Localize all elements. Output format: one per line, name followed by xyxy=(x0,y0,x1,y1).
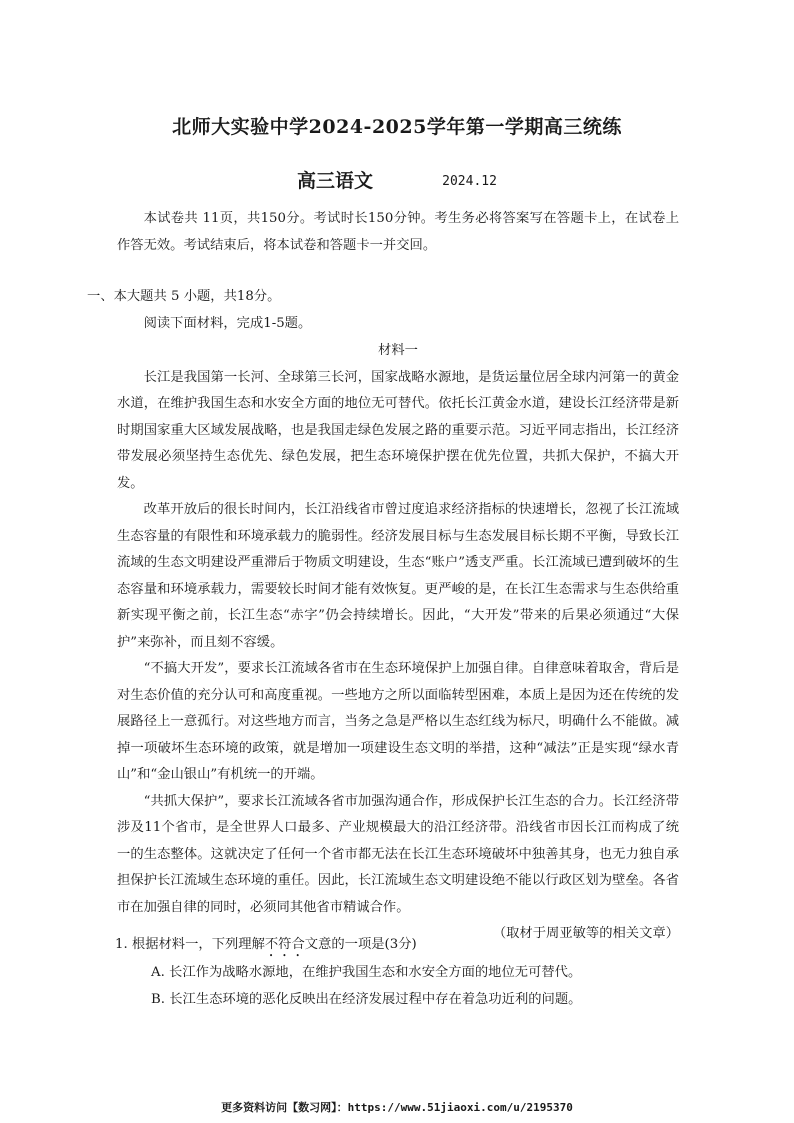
material-title: 材料一 xyxy=(378,343,418,358)
material-source: （取材于周亚敏等的相关文章） xyxy=(492,926,679,941)
subject-row xyxy=(0,166,794,193)
question-1-emphasis: 不符合 xyxy=(264,937,305,952)
material-one xyxy=(117,338,679,948)
section-heading: 一、本大题共 5 小题，共18分。 xyxy=(87,289,281,304)
material-paragraph-1: 长江是我国第一长河、全球第三长河，国家战略水源地，是货运量位居全球内河第一的黄金水道，在维护我国生态和水安全方面的地位无可替代。依托长江黄金水道，建设长江经济带是新时期国家重大区域发展战略，也是我国走绿色发展之路的重要示范。习近平同志指出，长江经济带发展必须坚持生态优先、绿色发展，把生态环境保护摆在优先位置，共抓大保护，不搞大开发。 xyxy=(117,369,679,491)
question-1-stem-post: 文意的一项是(3分) xyxy=(304,937,417,952)
question-1-stem xyxy=(115,932,679,960)
subject-label: 高三语文 xyxy=(297,170,374,192)
footer-link[interactable]: 更多资料访问【数习网】：https://www.51jiaoxi.com/u/2195370 xyxy=(221,1101,573,1114)
question-1-option-b: B. 长江生态环境的恶化反映出在经济发展过程中存在着急功近利的问题。 xyxy=(151,991,582,1007)
section-prompt: 阅读下面材料，完成1-5题。 xyxy=(143,315,312,331)
question-1-stem-pre: 1. 根据材料一，下列理解 xyxy=(115,937,265,952)
exam-date: 2024.12 xyxy=(442,174,497,189)
material-paragraph-2: 改革开放后的很长时间内，长江沿线省市曾过度追求经济指标的快速增长，忽视了长江流域生态容量的有限性和环境承载力的脆弱性。经济发展目标与生态发展目标长期不平衡，导致长江流域的生态文明建设严重滞后于物质文明建设，生态“账户”透支严重。长江流域已遭到破坏的生态容量和环境承载力，需要较长时间才能有效恢复。更严峻的是，在长江生态需求与生态供给重新实现平衡之前，长江生态“赤字”仍会持续增长。因此，“大开发”带来的后果必须通过“大保护”来弥补，而且刻不容缓。 xyxy=(117,502,679,650)
question-1 xyxy=(117,932,679,1013)
material-paragraph-4: “共抓大保护”，要求长江流域各省市加强沟通合作，形成保护长江生态的合力。长江经济带涉及11个省市，是全世界人口最多、产业规模最大的沿江经济带。沿线省市因长江而构成了统一的生态整体。这就决定了任何一个省市都无法在长江生态环境破坏中独善其身，也无力独自承担保护长江流域生态环境的重任。因此，长江流域生态文明建设绝不能以行政区划为壁垒。各省市在加强自律的同时，必须同其他省市精诚合作。 xyxy=(117,793,679,915)
question-1-option-a: A. 长江作为战略水源地，在维护我国生态和水安全方面的地位无可替代。 xyxy=(151,965,582,980)
instructions-block xyxy=(117,206,679,259)
exam-title: 北师大实验中学2024-2025学年第一学期高三统练 xyxy=(172,116,622,138)
material-paragraph-3: “不搞大开发”，要求长江流域各省市在生态环境保护上加强自律。自律意味着取舍，背后是对生态价值的充分认可和高度重视。一些地方之所以面临转型困难，本质上是因为还在传统的发展路径上一意孤行。对这些地方而言，当务之急是严格以生态红线为标尺，明确什么不能做。减掉一项破坏生态环境的政策，就是增加一项建设生态文明的举措，这种“减法”正是实现“绿水青山”和“金山银山”有机统一的开端。 xyxy=(117,661,679,782)
instructions-text: 本试卷共 11页，共150分。考试时长150分钟。考生务必将答案写在答题卡上，在试卷上作答无效。考试结束后，将本试卷和答题卡一并交回。 xyxy=(117,211,679,253)
section-1-header xyxy=(87,284,679,337)
